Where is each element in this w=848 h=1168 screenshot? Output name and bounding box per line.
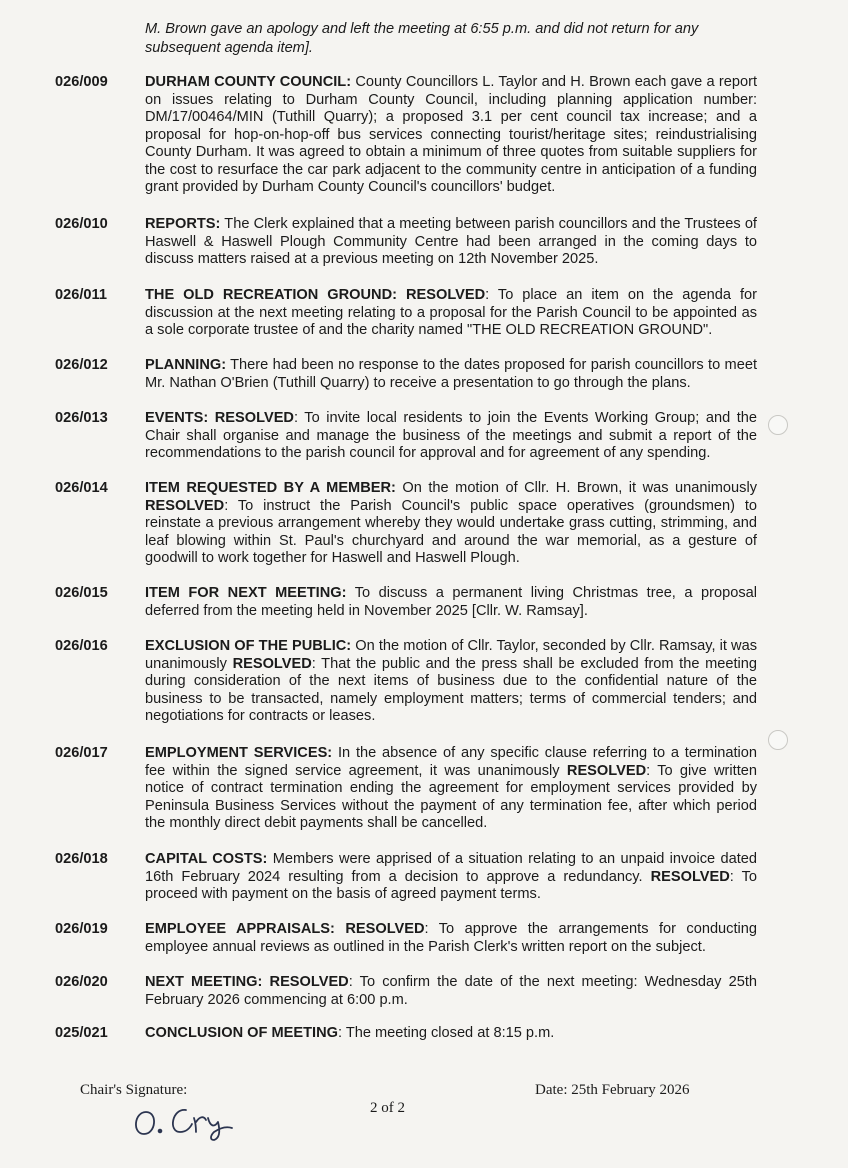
item-body xyxy=(145,216,757,269)
item-number: 026/014 xyxy=(55,480,108,496)
item-text: On the motion of Cllr. Taylor, seconded by Cllr. Ramsay, it was unanimously xyxy=(145,638,758,672)
item-number: 026/017 xyxy=(55,745,108,761)
intro-paragraph: M. Brown gave an apology and left the meeting at 6:55 p.m. and did not return for any subsequent agenda item]. xyxy=(145,21,699,56)
item-number: 026/010 xyxy=(55,216,108,232)
item-text: On the motion of Cllr. H. Brown, it was unanimously xyxy=(395,480,757,496)
item-heading: EXCLUSION OF THE PUBLIC: xyxy=(145,638,352,654)
item-number: 026/009 xyxy=(55,74,108,90)
punch-hole xyxy=(768,415,788,435)
minute-item xyxy=(55,74,757,197)
meeting-date: Date: 25th February 2026 xyxy=(535,1082,690,1098)
item-text: : To proceed with payment on the basis of agreed payment terms. xyxy=(145,868,758,902)
item-body xyxy=(145,410,757,463)
item-heading: CAPITAL COSTS: xyxy=(145,851,268,867)
handwritten-signature xyxy=(128,1098,248,1142)
item-text: : To invite local residents to join the Events Working Group; and the Chair shall organise and manage the business of the meetings and submit a report of the recommendations to the parish council for approval and for agreement of any spending. xyxy=(145,410,757,461)
item-text: The Clerk explained that a meeting between parish councillors and the Trustees of Haswell & Haswell Plough Community Centre had been arranged in the coming days to discuss matters raised at a previous meeting on 12th November 2025. xyxy=(145,216,757,267)
item-heading: REPORTS: xyxy=(145,216,221,232)
minute-item xyxy=(55,585,757,620)
punch-hole xyxy=(768,730,788,750)
minute-item xyxy=(55,357,757,392)
item-heading: EMPLOYMENT SERVICES: xyxy=(145,745,333,761)
item-heading-resolved: RESOLVED xyxy=(145,497,225,514)
minute-item xyxy=(55,851,757,904)
item-heading: CONCLUSION OF MEETING xyxy=(145,1025,338,1041)
item-heading: EVENTS: RESOLVED xyxy=(145,410,294,426)
item-heading: EMPLOYEE APPRAISALS: RESOLVED xyxy=(145,921,425,937)
item-text: To discuss a permanent living Christmas tree, a proposal deferred from the meeting held in November 2025 [Cllr. W. Ramsay]. xyxy=(145,585,757,619)
item-body xyxy=(145,1025,757,1043)
item-text: Members were apprised of a situation relating to an unpaid invoice dated 16th February 2024 resulting from a decision to approve a redundancy. xyxy=(145,851,757,885)
item-heading: PLANNING: xyxy=(145,357,227,373)
item-text: County Councillors L. Taylor and H. Brown each gave a report on issues relating to Durham County Council, including planning application number: DM/17/00464/MIN (Tuthill Quarry); a proposed 3.1 per cent council tax increase; and a proposal for hop-on-hop-off bus services connecting tourist/heritage sites; reindustrialising County Durham. It was agreed to obtain a minimum of three quotes from suitable suppliers for the cost to resurface the car park adjacent to the community centre in anticipation of a funding grant provided by Durham County Council's councillors' budget. xyxy=(145,74,757,195)
item-heading-resolved: RESOLVED xyxy=(650,868,730,885)
minute-item xyxy=(55,974,757,1009)
item-body xyxy=(145,585,757,620)
minute-item xyxy=(55,921,757,956)
item-text: : To approve the arrangements for conducting employee annual reviews as outlined in the Parish Clerk's written report on the subject. xyxy=(145,921,757,955)
item-number: 025/021 xyxy=(55,1025,108,1041)
item-heading: NEXT MEETING: RESOLVED xyxy=(145,974,349,990)
item-text: : To confirm the date of the next meeting: Wednesday 25th February 2026 commencing at 6:00 p.m. xyxy=(145,974,757,1008)
item-number: 026/012 xyxy=(55,357,108,373)
item-body xyxy=(145,745,757,833)
minute-item xyxy=(55,216,757,269)
item-text: : To give written notice of contract termination ending the agreement for employment services provided by Peninsula Business Services without the payment of any termination fee, after which period the monthly direct debit payments shall be cancelled. xyxy=(145,762,757,831)
item-number: 026/011 xyxy=(55,287,107,303)
signature-label: Chair's Signature: xyxy=(80,1082,188,1098)
item-heading-resolved: RESOLVED xyxy=(566,762,647,779)
minute-item xyxy=(55,410,757,463)
item-number: 026/018 xyxy=(55,851,108,867)
item-body xyxy=(145,974,757,1009)
item-body xyxy=(145,851,757,904)
item-text: : That the public and the press shall be excluded from the meeting during consideration of the next items of business due to the confidential nature of the business to be transacted, namely employment matters; terms of commercial tenders; and negotiations for contracts or leases. xyxy=(145,655,757,724)
minute-item xyxy=(55,1025,757,1043)
item-heading: ITEM FOR NEXT MEETING: xyxy=(145,585,347,601)
item-text: : The meeting closed at 8:15 p.m. xyxy=(337,1025,555,1041)
item-text: In the absence of any specific clause referring to a termination fee within the signed service agreement, it was unanimously xyxy=(145,745,757,779)
item-heading: ITEM REQUESTED BY A MEMBER: xyxy=(145,480,396,496)
minute-item xyxy=(55,480,757,568)
item-text: : To place an item on the agenda for discussion at the next meeting relating to a proposal for the Parish Council to be appointed as a sole corporate trustee of and the charity named "THE OLD RECREATION GROUND". xyxy=(145,287,757,338)
item-text: There had been no response to the dates proposed for parish councillors to meet Mr. Nathan O'Brien (Tuthill Quarry) to receive a presentation to go through the plans. xyxy=(145,357,757,391)
item-heading: THE OLD RECREATION GROUND: RESOLVED xyxy=(145,287,486,303)
minute-item xyxy=(55,745,757,833)
item-heading: DURHAM COUNTY COUNCIL: xyxy=(145,74,352,90)
item-number: 026/020 xyxy=(55,974,108,990)
page-number: 2 of 2 xyxy=(370,1100,405,1116)
item-body xyxy=(145,357,757,392)
item-body xyxy=(145,287,757,340)
item-body xyxy=(145,921,757,956)
minute-item xyxy=(55,287,757,340)
minute-item xyxy=(55,638,757,726)
item-text: : To instruct the Parish Council's public space operatives (groundsmen) to reinstate a previous arrangement whereby they would undertake grass cutting, strimming, and leaf blowing within St. Paul's churchyard and around the war memorial, as a gesture of goodwill to work together for Haswell and Haswell Plough. xyxy=(145,497,757,566)
item-number: 026/013 xyxy=(55,410,108,426)
item-heading-resolved: RESOLVED xyxy=(232,655,312,672)
item-number: 026/015 xyxy=(55,585,108,601)
item-number: 026/019 xyxy=(55,921,108,937)
item-body xyxy=(145,480,757,568)
item-body xyxy=(145,638,757,726)
item-body xyxy=(145,74,757,197)
item-number: 026/016 xyxy=(55,638,108,654)
